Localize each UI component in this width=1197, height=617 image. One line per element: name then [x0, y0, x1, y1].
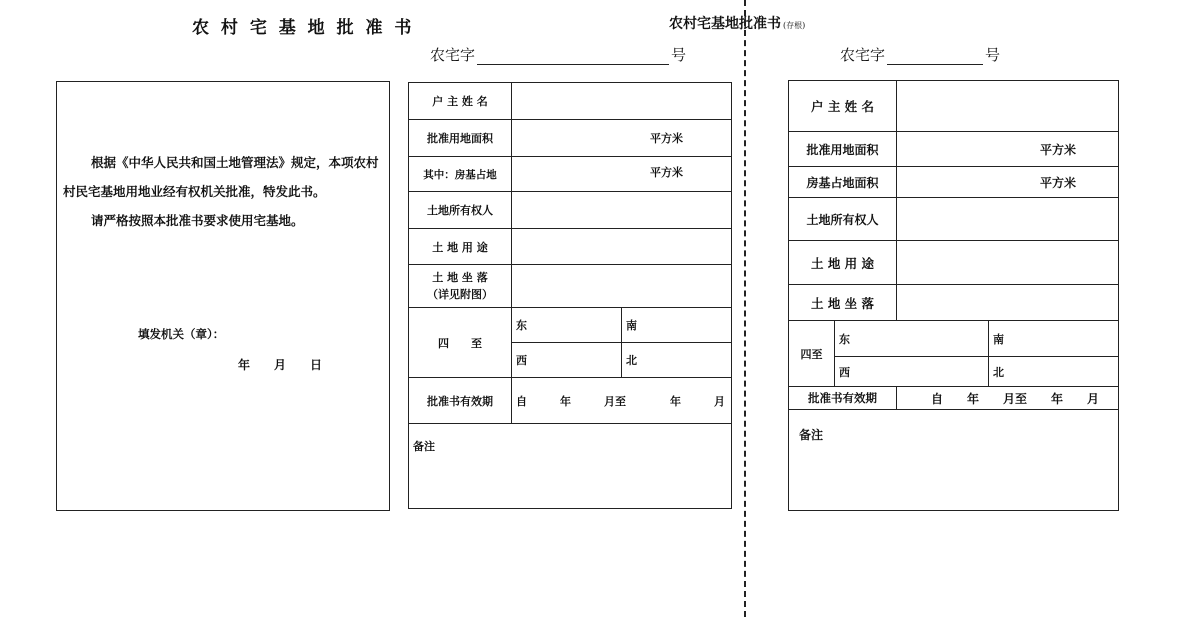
- stub-owner-label: 户 主 姓 名: [789, 81, 897, 132]
- right-title-text: 农村宅基地批准书: [669, 16, 781, 32]
- right-title: [669, 13, 805, 33]
- stub-validity-value[interactable]: 自 年 月至 年 月: [897, 387, 1119, 410]
- number-prefix: 农宅字: [840, 46, 886, 64]
- stub-approved-area-value[interactable]: 平方米: [897, 132, 1119, 167]
- number-suffix: 号: [671, 46, 687, 64]
- stub-house-area-value[interactable]: 平方米: [897, 167, 1119, 198]
- location-label-text: 土 地 坐 落: [432, 271, 488, 284]
- certificate-paragraph-1: 根据《中华人民共和国土地管理法》规定，本项农村村民宅基地用地业经有权机关批准，特发此书。: [63, 155, 379, 199]
- owner-value[interactable]: [512, 83, 732, 120]
- number-prefix: 农宅字: [430, 46, 476, 64]
- validity-label: 批准书有效期: [409, 378, 512, 424]
- stub-land-use-value[interactable]: [897, 241, 1119, 285]
- stub-owner-value[interactable]: [897, 81, 1119, 132]
- stub-validity-label: 批准书有效期: [789, 387, 897, 410]
- right-number-line: [840, 44, 1000, 65]
- boundaries-label: 四 至: [409, 308, 512, 378]
- house-area-value[interactable]: 平方米: [512, 157, 732, 192]
- certificate-box: [56, 81, 390, 511]
- stub-form-table: [788, 80, 1119, 511]
- stub-land-owner-value[interactable]: [897, 198, 1119, 241]
- land-owner-value[interactable]: [512, 192, 732, 229]
- stub-location-value[interactable]: [897, 285, 1119, 321]
- land-use-label: 土 地 用 途: [409, 229, 512, 265]
- stub-west-cell[interactable]: 西: [835, 357, 989, 387]
- stub-remark-cell[interactable]: 备注: [789, 410, 1119, 511]
- approved-area-label: 批准用地面积: [409, 120, 512, 157]
- stub-south-cell[interactable]: 南: [989, 321, 1119, 357]
- issue-date: 年 月 日: [238, 358, 323, 372]
- owner-label: 户 主 姓 名: [409, 83, 512, 120]
- location-value[interactable]: [512, 265, 732, 308]
- remark-cell[interactable]: 备注: [409, 424, 732, 509]
- right-title-note: (存根): [783, 21, 806, 30]
- north-cell[interactable]: 北: [622, 343, 732, 378]
- stub-land-owner-label: 土地所有权人: [789, 198, 897, 241]
- east-cell[interactable]: 东: [512, 308, 622, 343]
- cut-line: [744, 0, 746, 617]
- stub-house-area-label: 房基占地面积: [789, 167, 897, 198]
- middle-form-table: [408, 82, 732, 509]
- stub-location-label: 土 地 坐 落: [789, 285, 897, 321]
- number-suffix: 号: [985, 46, 1001, 64]
- left-title: 农 村 宅 基 地 批 准 书: [192, 18, 415, 38]
- number-blank[interactable]: [477, 50, 669, 65]
- certificate-paragraph-2: 请严格按照本批准书要求使用宅基地。: [91, 213, 304, 228]
- land-use-value[interactable]: [512, 229, 732, 265]
- south-cell[interactable]: 南: [622, 308, 732, 343]
- stub-east-cell[interactable]: 东: [835, 321, 989, 357]
- middle-number-line: [430, 44, 686, 65]
- land-owner-label: 土地所有权人: [409, 192, 512, 229]
- house-area-label: 其中：房基占地: [409, 157, 512, 192]
- number-blank[interactable]: [887, 50, 983, 65]
- stub-approved-area-label: 批准用地面积: [789, 132, 897, 167]
- west-cell[interactable]: 西: [512, 343, 622, 378]
- stub-north-cell[interactable]: 北: [989, 357, 1119, 387]
- location-label: [409, 265, 512, 308]
- approved-area-value[interactable]: 平方米: [512, 120, 732, 157]
- stub-boundaries-label: 四至: [789, 321, 835, 387]
- validity-value[interactable]: 自 年 月至 年 月: [512, 378, 732, 424]
- location-label-note: （详见附图）: [427, 288, 493, 301]
- stub-land-use-label: 土 地 用 途: [789, 241, 897, 285]
- issuer-label: 填发机关（章）：: [138, 327, 225, 341]
